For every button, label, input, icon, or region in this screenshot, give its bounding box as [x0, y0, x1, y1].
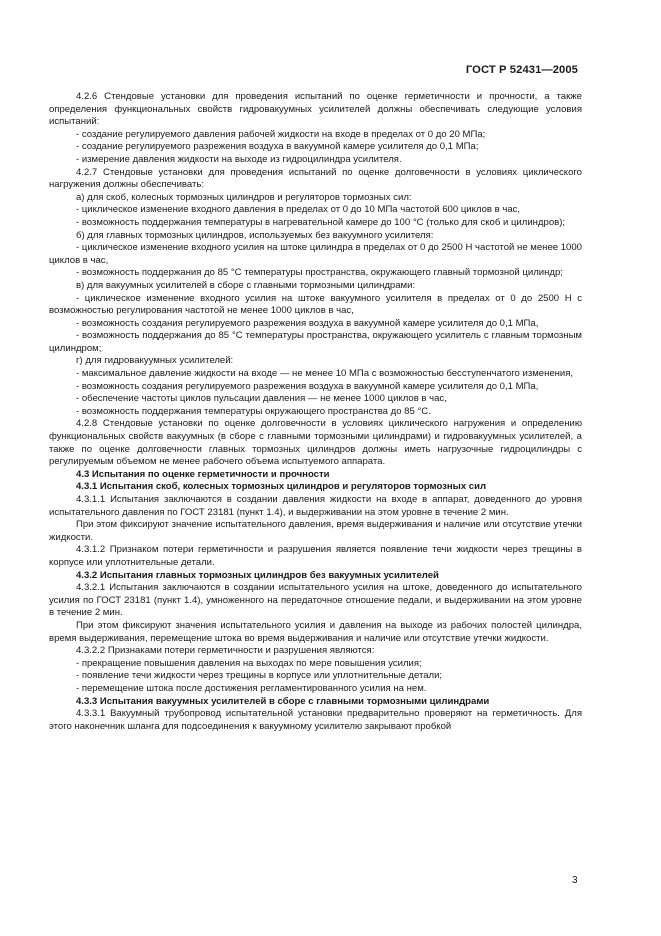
paragraph: 4.2.7 Стендовые установки для проведения испытаний по оценке долговечности в условиях циклического нагружения должны обеспечивать:: [49, 166, 582, 191]
section-heading: 4.3 Испытания по оценке герметичности и прочности: [76, 468, 330, 480]
paragraph: - возможность создания регулируемого разрежения воздуха в вакуумной камере усилителя до 0,1 МПа,: [76, 317, 539, 329]
paragraph: - обеспечение частоты циклов пульсации давления — не менее 1000 циклов в час,: [76, 393, 447, 405]
page-number: 3: [572, 875, 578, 886]
paragraph: 4.3.2.1 Испытания заключаются в создании испытательного усилия на штоке, доведенного до испытательного усилия по ГОСТ 23181 (пункт 1.4), умноженного на передаточное отношение педали, и выдерживании на этом уровне в течение 2 мин.: [49, 582, 582, 619]
paragraph: - возможность поддержания температуры в нагревательной камере до 100 °С (только для скоб и цилиндров);: [76, 216, 566, 228]
paragraph: 4.3.1.1 Испытания заключаются в создании давления жидкости на входе в аппарат, доведенного до уровня испытательного давления по ГОСТ 23181 (пункт 1.4), и выдерживании на этом уровне в течение 2 мин.: [49, 494, 582, 518]
paragraph: - создание регулируемого давления рабочей жидкости на входе в пределах от 0 до 20 МПа;: [76, 128, 486, 140]
paragraph: 4.3.3.1 Вакуумный трубопровод испытательной установки предварительно проверяют на герметичность. Для этого наконечник шланга для подсоединения к вакуумному усилителю закрывают пробкой: [49, 708, 582, 732]
paragraph: а) для скоб, колесных тормозных цилиндров и регуляторов тормозных сил:: [76, 191, 412, 203]
paragraph: 4.3.1.2 Признаком потери герметичности и разрушения является появление течи жидкости через трещины в корпусе или уплотнительные детали.: [49, 544, 582, 568]
paragraph: г) для гидровакуумных усилителей:: [76, 355, 234, 367]
paragraph: - максимальное давление жидкости на входе — не менее 10 МПа с возможностью бесступенчатого изменения,: [76, 368, 574, 380]
paragraph: - возможность создания регулируемого разрежения воздуха в вакуумной камере усилителя до 0,1 МПа,: [76, 380, 539, 392]
paragraph: При этом фиксируют значения испытательного усилия и давления на выходе из рабочих полостей цилиндра, время выдерживания, перемещение штока во время выдерживания и наличие или отсутствие утечки жидкости.: [49, 619, 582, 644]
paragraph: 4.3.2.2 Признаками потери герметичности и разрушения являются:: [76, 645, 375, 657]
paragraph: - возможность поддержания до 85 °С температуры пространства, окружающего усилитель с главным тормозным цилиндром;: [49, 330, 582, 354]
paragraph: - появление течи жидкости через трещины в корпусе или уплотнительные детали;: [76, 670, 443, 682]
standard-designation: ГОСТ Р 52431—2005: [465, 64, 578, 76]
section-heading: 4.3.3 Испытания вакуумных усилителей в сборе с главными тормозными цилиндрами: [76, 695, 490, 707]
paragraph: - прекращение повышения давления на выходах по мере повышения усилия;: [76, 657, 422, 669]
paragraph: - циклическое изменение входного усилия на штоке цилиндра в пределах от 0 до 2500 Н частотой не менее 1000 циклов в час,: [49, 242, 582, 266]
paragraph: - измерение давления жидкости на выходе из гидроцилиндра усилителя.: [76, 153, 402, 165]
paragraph: - возможность поддержания до 85 °С температуры пространства, окружающего главный тормозной цилиндр;: [76, 267, 563, 279]
paragraph: - циклическое изменение входного давления в пределах от 0 до 10 МПа частотой 600 циклов в час,: [76, 204, 521, 216]
paragraph: 4.2.8 Стендовые установки по оценке долговечности в условиях циклического нагружения и определению функциональных свойств вакуумных (в сборе с главными тормозными цилиндрами) и гидровакуумных усилителей, а также по оценке долговечности главных тормозных цилиндров должны иметь нагрузочные гидроцилиндры с регулируемым объемом не менее рабочего объема испытуемого аппарата.: [49, 418, 582, 468]
paragraph: 4.2.6 Стендовые установки для проведения испытаний по оценке герметичности и прочности, а также определения функциональных свойств гидровакуумных усилителей должны обеспечивать следующие условия испытаний:: [49, 91, 582, 128]
paragraph: б) для главных тормозных цилиндров, используемых без вакуумного усилителя:: [76, 229, 434, 241]
paragraph: - возможность поддержания температуры окружающего пространства до 85 °С.: [76, 405, 431, 417]
paragraph: в) для вакуумных усилителей в сборе с главными тормозными цилиндрами:: [76, 279, 416, 291]
paragraph: - создание регулируемого разрежения воздуха в вакуумной камере усилителя до 0,1 МПа;: [76, 141, 479, 153]
paragraph: - перемещение штока после достижения регламентированного усилия на нем.: [76, 682, 427, 694]
document-body: [49, 91, 582, 733]
section-heading: 4.3.2 Испытания главных тормозных цилиндров без вакуумных усилителей: [76, 569, 439, 581]
section-heading: 4.3.1 Испытания скоб, колесных тормозных цилиндров и регуляторов тормозных сил: [76, 481, 487, 493]
paragraph: При этом фиксируют значение испытательного давления, время выдерживания и наличие или отсутствие утечки жидкости.: [49, 519, 582, 543]
paragraph: - циклическое изменение входного усилия на штоке вакуумного усилителя в пределах от 0 до 2500 Н с возможностью регулирования частотой не менее 1000 циклов в час,: [49, 292, 582, 317]
